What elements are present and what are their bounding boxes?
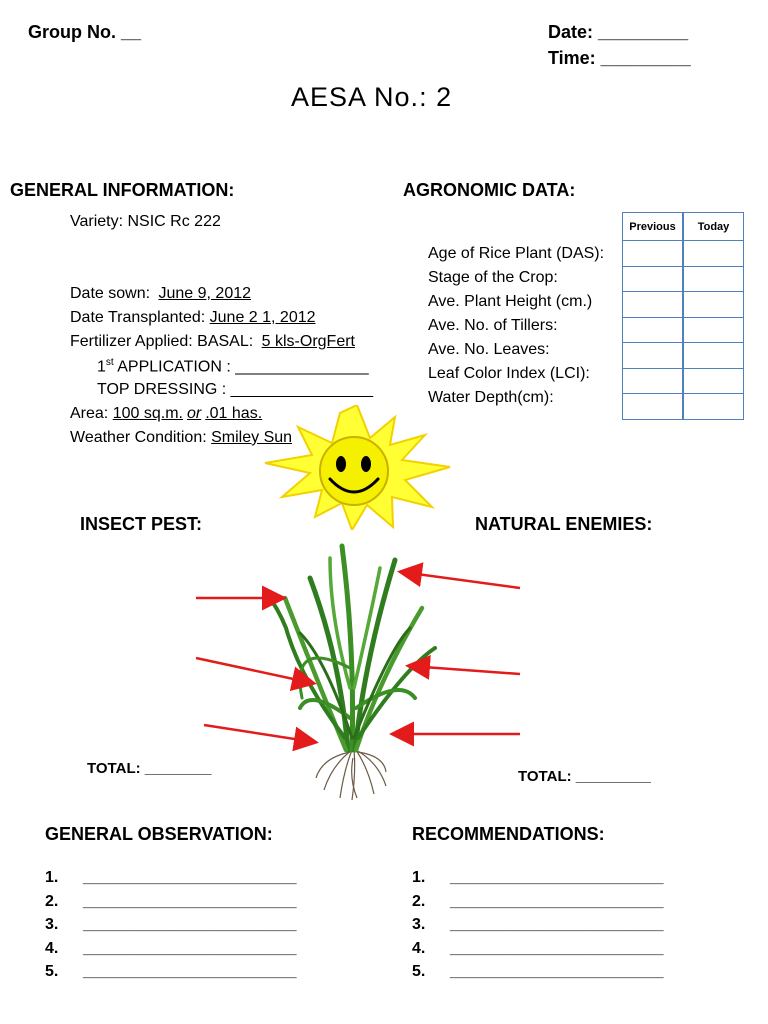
table-row [623, 266, 744, 292]
recommendations-heading: RECOMMENDATIONS: [412, 824, 605, 844]
list-number: 2. [45, 892, 59, 910]
first-application-label: APPLICATION : _______________ [113, 358, 369, 376]
area-value-sqm: 100 sq.m. [112, 405, 183, 422]
top-dressing-line: TOP DRESSING : ________________ [97, 381, 374, 398]
previous-cell[interactable] [623, 368, 684, 394]
smiley-sun-icon [260, 405, 455, 530]
natural-enemies-total: TOTAL: _________ [518, 768, 651, 785]
date-transplanted-value: June 2 1, 2012 [209, 309, 316, 326]
list-number: 1. [45, 869, 59, 886]
table-row [623, 292, 744, 318]
agronomic-row-label: Stage of the Crop: [428, 269, 558, 286]
previous-cell[interactable] [623, 241, 684, 267]
agronomic-row-label: Age of Rice Plant (DAS): [428, 245, 605, 262]
area-or: or [186, 405, 202, 422]
list-item [45, 890, 297, 914]
date-transplanted-line [70, 309, 316, 327]
time-field: Time: _________ [548, 48, 691, 68]
rice-plant-icon [190, 538, 530, 803]
blank-line[interactable]: ________________________ [83, 916, 297, 933]
agronomic-data-heading: AGRONOMIC DATA: [403, 180, 576, 200]
blank-line[interactable]: ________________________ [450, 916, 664, 933]
agronomic-row-label: Ave. No. of Tillers: [428, 317, 558, 334]
list-item [412, 913, 664, 937]
list-item [45, 937, 297, 961]
list-number: 4. [412, 939, 426, 957]
agronomic-row-label: Water Depth(cm): [428, 389, 554, 406]
today-cell[interactable] [683, 394, 744, 420]
list-number: 4. [45, 939, 59, 957]
general-observation-heading: GENERAL OBSERVATION: [45, 824, 273, 844]
date-sown-label: Date sown: [70, 285, 151, 302]
list-item [412, 866, 664, 890]
blank-line[interactable]: ________________________ [83, 963, 297, 980]
natural-enemies-heading: NATURAL ENEMIES: [475, 514, 653, 534]
blank-line[interactable]: ________________________ [450, 892, 664, 910]
date-sown-line [70, 285, 251, 303]
page-title: AESA No.: 2 [291, 82, 453, 112]
column-today: Today [683, 213, 744, 241]
first-application-number: 1 [97, 358, 106, 376]
weather-value: Smiley Sun [211, 429, 293, 446]
list-number: 3. [45, 916, 59, 933]
list-number: 5. [412, 963, 426, 980]
agronomic-row-labels [428, 242, 604, 410]
date-field: Date: _________ [548, 22, 689, 42]
general-observation-list [45, 866, 297, 984]
first-application-suffix: st [105, 357, 114, 368]
fertilizer-line [70, 333, 355, 351]
previous-cell[interactable] [623, 394, 684, 420]
variety-text: Variety: NSIC Rc 222 [70, 213, 221, 230]
today-cell[interactable] [683, 343, 744, 369]
table-header-row [623, 213, 744, 241]
previous-cell[interactable] [623, 343, 684, 369]
list-item [45, 866, 297, 890]
list-number: 1. [412, 869, 426, 886]
table-row [623, 241, 744, 267]
insect-total: TOTAL: ________ [87, 760, 212, 777]
today-cell[interactable] [683, 368, 744, 394]
fertilizer-label: Fertilizer Applied: BASAL: [70, 333, 254, 350]
list-item [412, 960, 664, 984]
date-transplanted-label: Date Transplanted: [70, 309, 206, 326]
today-cell[interactable] [683, 292, 744, 318]
list-number: 5. [45, 963, 59, 980]
date-sown-value: June 9, 2012 [158, 285, 252, 302]
previous-cell[interactable] [623, 266, 684, 292]
group-number-field: Group No. __ [28, 22, 142, 42]
blank-line[interactable]: ________________________ [83, 869, 297, 886]
agronomic-row-label: Leaf Color Index (LCI): [428, 365, 590, 382]
today-cell[interactable] [683, 241, 744, 267]
column-previous: Previous [623, 213, 684, 241]
weather-line [70, 429, 292, 447]
blank-line[interactable]: ________________________ [450, 963, 664, 980]
list-item [412, 937, 664, 961]
first-application-line [97, 357, 369, 376]
list-item [45, 913, 297, 937]
blank-line[interactable]: ________________________ [450, 869, 664, 886]
list-item [412, 890, 664, 914]
previous-cell[interactable] [623, 317, 684, 343]
general-information-heading: GENERAL INFORMATION: [10, 180, 235, 200]
insect-pest-heading: INSECT PEST: [80, 514, 203, 534]
list-number: 2. [412, 892, 426, 910]
table-row [623, 368, 744, 394]
weather-label: Weather Condition: [70, 429, 207, 446]
area-label: Area: [70, 405, 109, 422]
previous-cell[interactable] [623, 292, 684, 318]
agronomic-data-table [622, 212, 744, 420]
table-row [623, 343, 744, 369]
area-line [70, 405, 262, 423]
list-item [45, 960, 297, 984]
agronomic-row-label: Ave. Plant Height (cm.) [428, 293, 593, 310]
fertilizer-value: 5 kls-OrgFert [261, 333, 355, 350]
table-row [623, 394, 744, 420]
table-row [623, 317, 744, 343]
area-value-has: .01 has. [205, 405, 263, 422]
blank-line[interactable]: ________________________ [450, 939, 664, 957]
today-cell[interactable] [683, 266, 744, 292]
recommendations-list [412, 866, 664, 984]
list-number: 3. [412, 916, 426, 933]
blank-line[interactable]: ________________________ [83, 939, 297, 957]
blank-line[interactable]: ________________________ [83, 892, 297, 910]
today-cell[interactable] [683, 317, 744, 343]
agronomic-row-label: Ave. No. Leaves: [428, 341, 550, 358]
